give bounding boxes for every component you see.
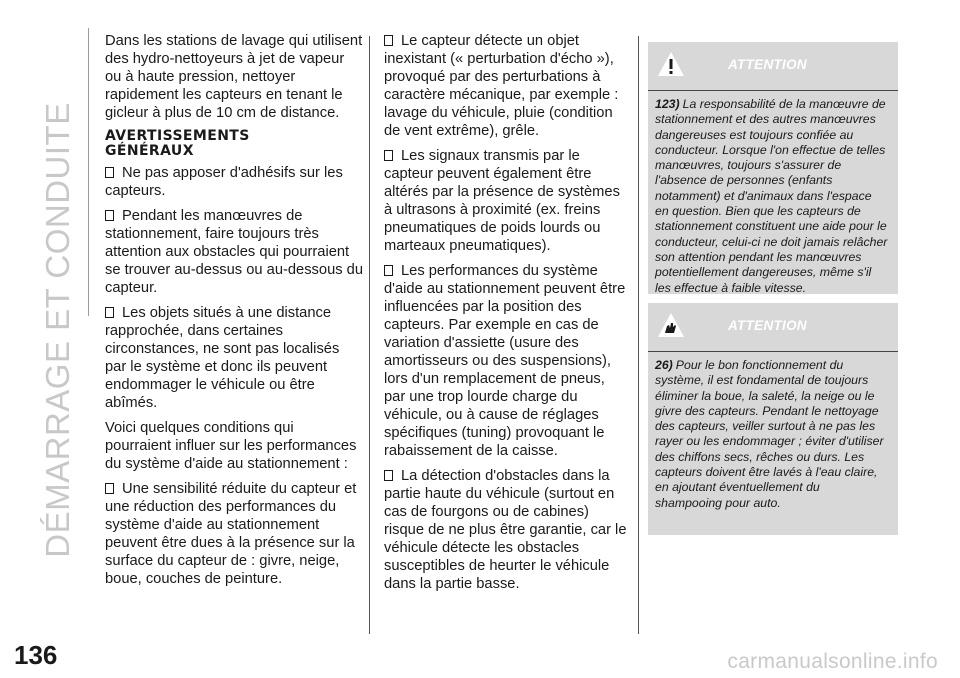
section-side-title: DÉMARRAGE ET CONDUITE	[39, 102, 76, 558]
bullet-item: Les objets situés à une distance rapprochée, dans certaines circonstances, ne sont pas localisés par le système et donc ils peuvent endommager le véhicule ou être abîmés.	[105, 305, 340, 411]
page-number: 136	[14, 640, 58, 670]
warning-title: ATTENTION	[728, 318, 807, 333]
bullet-item: La détection d'obstacles dans la partie haute du véhicule (surtout en cas de fourgons ou de cabines) risque de ne plus être garantie, car le véhicule détecte les obstacles susceptibles de heurter le véhicule dans la partie basse.	[384, 468, 627, 592]
warning-body: La responsabilité de la manœuvre de stationnement et des autres manœuvres dangereuses est toujours confiée au conducteur. Lorsque l'on effectue de telles manœuvres, toujours s'assurer de l'absence de personnes (enfants notamment) et d'animaux dans l'espace en question. Bien que les capteurs de stationnement constituent une aide pour le conducteur, celui-ci ne doit jamais relâcher son attention pendant les manœuvres potentiellement dangereuses, même s'il les effectue à faible vitesse.	[655, 97, 888, 295]
column-middle	[384, 32, 629, 600]
bullet-item: Les performances du système d'aide au stationnement peuvent être influencées par la position des capteurs. Par exemple en cas de variation d'assiette (usure des amortisseurs ou des suspensions), lors d'un remplacement de pneus, par une trop lourde charge du véhicule, ou à cause de réglages spécifiques (tuning) provoquant le rabaissement de la caisse.	[384, 263, 626, 459]
intro-paragraph: Dans les stations de lavage qui utilisent des hydro-nettoyeurs à jet de vapeur ou à haute pression, nettoyer rapidement les capteurs en tenant le gicleur à plus de 10 cm de distance.	[105, 33, 363, 121]
section-heading-line2: GÉNÉRAUX	[105, 143, 194, 159]
warning-header	[648, 42, 898, 91]
bullet-square-icon	[105, 483, 114, 494]
warning-body: Pour le bon fonctionnement du système, il est fondamental de toujours éliminer la boue, la saleté, la neige ou le givre des capteurs. Pendant le nettoyage des capteurs, veiller surtout à ne pas les rayer ou les endommager ; éviter d'utiliser des chiffons secs, rêches ou durs. Les capteurs doivent être lavés à l'eau claire, en ajoutant éventuellement du shampooing pour auto.	[655, 358, 884, 510]
warning-text	[648, 352, 898, 511]
warning-number: 26)	[655, 358, 673, 372]
hand-caution-icon	[657, 311, 685, 339]
warning-number: 123)	[655, 97, 680, 111]
column-left	[105, 32, 363, 595]
column-divider	[369, 36, 370, 634]
bullet-item: Le capteur détecte un objet inexistant (« perturbation d'écho »), provoqué par des perturbations à caractère mécanique, par exemple : lavage du véhicule, pluie (condition de vent extrême), grêle.	[384, 33, 619, 139]
bullet-square-icon	[384, 265, 393, 276]
warning-box-maintenance	[648, 303, 898, 535]
bullet-square-icon	[105, 167, 114, 178]
bullet-square-icon	[105, 210, 114, 221]
bullet-square-icon	[384, 150, 393, 161]
warning-header	[648, 303, 898, 352]
bullet-item: Pendant les manœuvres de stationnement, faire toujours très attention aux obstacles qui pourraient se trouver au-dessus ou au-dessous du capteur.	[105, 208, 363, 296]
bullet-square-icon	[105, 307, 114, 318]
bullet-square-icon	[384, 35, 393, 46]
column-divider	[638, 36, 639, 634]
watermark-text: carmanualsonline.info	[727, 650, 938, 673]
side-divider	[88, 28, 89, 316]
warning-box-safety	[648, 42, 898, 294]
bullet-item: Ne pas apposer d'adhésifs sur les capteurs.	[105, 165, 343, 199]
bullet-item: Une sensibilité réduite du capteur et une réduction des performances du système d'aide au stationnement peuvent être dues à la présence sur la surface du capteur de : givre, neige, boue, couches de peinture.	[105, 481, 357, 587]
conditions-paragraph: Voici quelques conditions qui pourraient influer sur les performances du système d'aide au stationnement :	[105, 420, 357, 472]
warning-text	[648, 91, 898, 296]
bullet-item: Les signaux transmis par le capteur peuvent également être altérés par la présence de systèmes à ultrasons à proximité (ex. freins pneumatiques de poids lourds ou marteaux pneumatiques).	[384, 148, 620, 254]
warning-title: ATTENTION	[728, 57, 807, 72]
warning-triangle-icon	[657, 50, 685, 78]
section-heading	[105, 129, 363, 159]
section-heading-line1: AVERTISSEMENTS	[105, 128, 250, 144]
bullet-square-icon	[384, 470, 393, 481]
